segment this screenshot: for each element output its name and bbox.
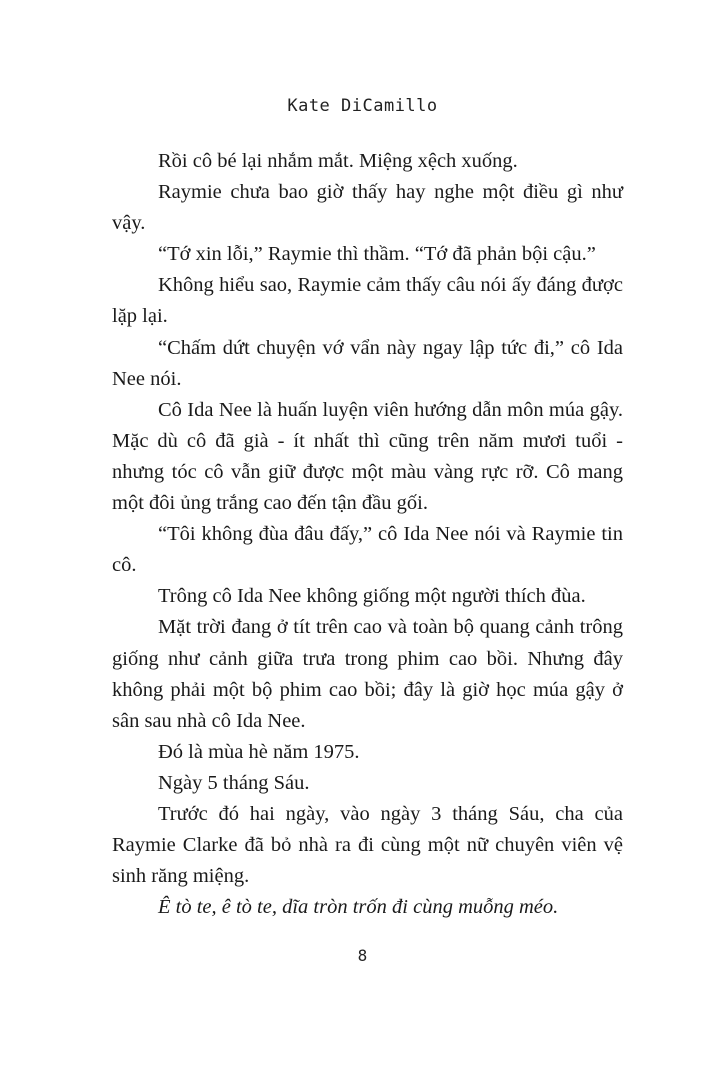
italic-rhyme-paragraph: Ê tò te, ê tò te, dĩa tròn trốn đi cùng muỗng méo.: [158, 896, 559, 919]
paragraph: Trông cô Ida Nee không giống một người thích đùa.: [158, 585, 586, 608]
paragraph: Trước đó hai ngày, vào ngày 3 tháng Sáu, cha của Raymie Clarke đã bỏ nhà ra đi cùng một nữ chuyên viên vệ sinh răng miệng.: [112, 802, 623, 888]
paragraph: Mặt trời đang ở tít trên cao và toàn bộ quang cảnh trông giống như cảnh giữa trưa trong phim cao bồi. Nhưng đây không phải một bộ phim cao bồi; đây là giờ học múa gậy ở sân sau nhà cô Ida Nee.: [112, 616, 623, 732]
paragraph: “Chấm dứt chuyện vớ vẩn này ngay lập tức đi,” cô Ida Nee nói.: [112, 336, 623, 390]
paragraph: Không hiểu sao, Raymie cảm thấy câu nói ấy đáng được lặp lại.: [112, 274, 623, 328]
paragraph: Đó là mùa hè năm 1975.: [158, 740, 360, 763]
paragraph: Rồi cô bé lại nhắm mắt. Miệng xệch xuống.: [158, 150, 518, 172]
paragraph: “Tôi không đùa đâu đấy,” cô Ida Nee nói và Raymie tin cô.: [112, 523, 623, 577]
running-header: Kate DiCamillo: [287, 96, 438, 116]
paragraph: Raymie chưa bao giờ thấy hay nghe một điều gì như vậy.: [112, 181, 623, 235]
paragraph: “Tớ xin lỗi,” Raymie thì thầm. “Tớ đã phản bội cậu.”: [158, 243, 596, 266]
paragraph: Ngày 5 tháng Sáu.: [158, 771, 310, 794]
page-body: [112, 146, 623, 923]
paragraph: Cô Ida Nee là huấn luyện viên hướng dẫn môn múa gậy. Mặc dù cô đã già - ít nhất thì cũng trên năm mươi tuổi - nhưng tóc cô vẫn giữ được một màu vàng rực rỡ. Cô mang một đôi ủng trắng cao đến tận đầu gối.: [112, 398, 623, 515]
page-number: 8: [357, 946, 368, 965]
